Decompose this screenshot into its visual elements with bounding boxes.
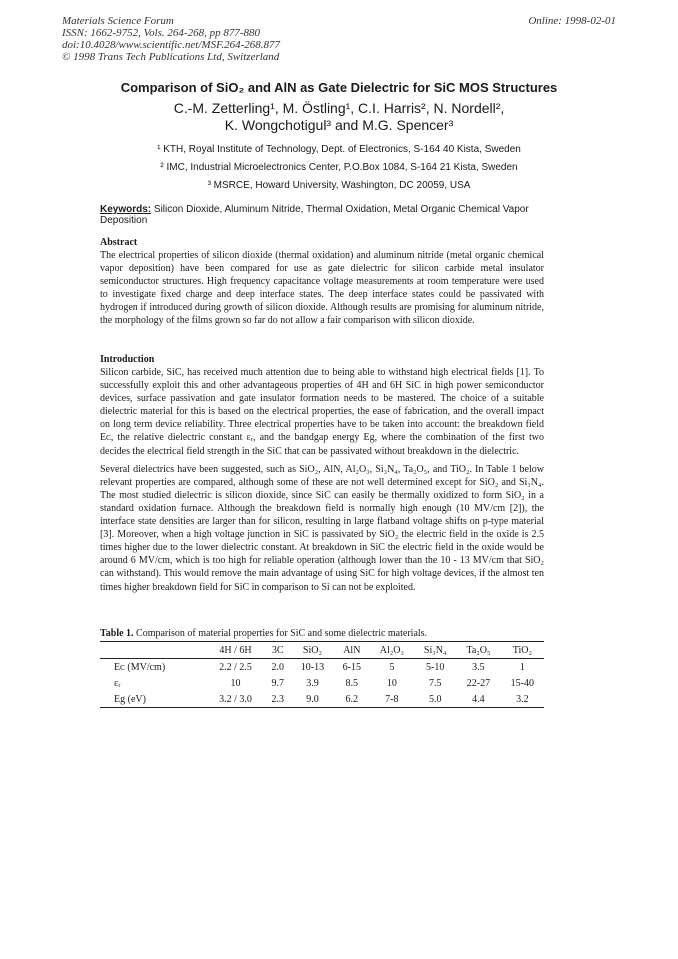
introduction-heading: Introduction (100, 354, 155, 365)
abstract-heading: Abstract (100, 237, 138, 248)
table-header-cell: TiO₂ (512, 644, 532, 656)
table-cell: 1 (519, 661, 525, 673)
material-properties-table (100, 641, 544, 708)
keywords-text: Silicon Dioxide, Aluminum Nitride, Thermal Oxidation, Metal Organic Chemical Vapor Deposition (100, 204, 529, 226)
table-caption-label: Table 1. (100, 628, 134, 639)
introduction-paragraph-2: Several dielectrics have been suggested, such as SiO₂, AlN, Al₂O₃, Si₃N₄, Ta₂O₅, and TiO₂. In Table 1 below relevant properties are compared, although some of these are not well determined except for SiO₂ and Si₃N₄. The most studied dielectric is silicon dioxide, since SiC can easily be thermally oxidized to form SiO₂ in a standard oxidation furnace. Although the breakdown field is normally high enough (10 MV/cm [2]), the interface state densities are larger than for silicon, resulting in large flatband voltage shifts on p-type material [3]. Moreover, when a high voltage junction in SiC is passivated by SiO₂ the electric field in the oxide is 2.5 times higher due to the lower dielectric constant. At breakdown in SiC the electric field in the oxide would be around 6 MV/cm, which is too high for reliable operation (although lower than the 10 - 13 MV/cm that SiO₂ can withstand). This would remove the main advantage of using SiC for high voltage devices, if the almost ten times higher breakdown field for SiC in comparison to Si can not be exploited. (100, 463, 544, 593)
journal-name: Materials Science Forum (62, 15, 174, 27)
table-cell: 2.2 / 2.5 (219, 661, 252, 673)
table-cell: 6-15 (342, 661, 361, 673)
table-header-cell: Al₂O₃ (379, 644, 404, 656)
table-caption (100, 628, 427, 639)
online-date: Online: 1998-02-01 (528, 15, 616, 27)
table-cell: 2.3 (271, 693, 284, 705)
table-header-cell: Si₃N₄ (423, 644, 447, 656)
paper-title: Comparison of SiO₂ and AlN as Gate Dielectric for SiC MOS Structures (120, 80, 558, 95)
table-row (100, 659, 544, 676)
table-cell: 9.0 (306, 693, 319, 705)
table-header-cell: 3C (271, 644, 284, 656)
table-header-cell: AlN (343, 644, 361, 656)
authors-line-1: C.-M. Zetterling¹, M. Östling¹, C.I. Harris², N. Nordell², (173, 100, 505, 116)
table-header-cell: SiO₂ (302, 644, 322, 656)
table-row-label: Eᴄ (MV/cm) (114, 661, 166, 673)
affiliation-2: ² IMC, Industrial Microelectronics Center, P.O.Box 1084, S-164 21 Kista, Sweden (160, 162, 518, 173)
table-header-cell: Ta₂O₅ (466, 644, 491, 656)
abstract-text: The electrical properties of silicon dioxide (thermal oxidation) and aluminum nitride (metal organic chemical vapor deposition) have been compared for use as gate dielectric for silicon carbide metal insulator semiconductor structures. High frequency capacitance voltage measurements at room temperature were used to investigate fixed charge and deep interface states. The deep interface states could be passivated with hydrogen if introduced during growth of silicon dioxide. Although results are promising for aluminum nitride, the morphology of the films grown so far do not allow a fair comparison with silicon dioxide. (100, 250, 544, 327)
table-cell: 22-27 (466, 677, 491, 689)
keywords-label: Keywords: (100, 204, 152, 215)
table-header-cell (100, 642, 206, 659)
affiliation-1: ¹ KTH, Royal Institute of Technology, Dept. of Electronics, S-164 40 Kista, Sweden (157, 144, 521, 155)
table-cell: 3.5 (472, 661, 485, 673)
keywords (100, 204, 570, 226)
table-header-cell: 4H / 6H (219, 644, 252, 656)
table-caption-text: Comparison of material properties for SiC and some dielectric materials. (133, 628, 428, 639)
author-list (0, 100, 678, 134)
table-row-label: Eg (eV) (114, 693, 146, 705)
copyright-line: © 1998 Trans Tech Publications Ltd, Switzerland (62, 51, 280, 63)
table-cell: 7.5 (428, 677, 442, 689)
table-cell: 3.2 / 3.0 (219, 693, 252, 705)
affiliations (0, 141, 678, 195)
table-cell: 8.5 (345, 677, 359, 689)
table-cell: 3.2 (516, 693, 529, 705)
table-cell: 10-13 (300, 661, 325, 673)
table-cell: 15-40 (510, 677, 534, 689)
table-cell: 4.4 (472, 693, 485, 705)
table-cell: 9.7 (271, 677, 284, 689)
journal-metadata (62, 15, 280, 63)
table-header-row (100, 642, 544, 659)
table-row (100, 675, 544, 691)
table-cell: 5 (389, 661, 395, 673)
table-cell: 10 (386, 677, 397, 689)
table-row-label: εᵣ (114, 677, 121, 689)
table-cell: 6.2 (345, 693, 359, 705)
table-cell: 3.9 (306, 677, 319, 689)
authors-line-2: K. Wongchotigul³ and M.G. Spencer³ (224, 117, 454, 133)
table-row (100, 691, 544, 708)
abstract-section (100, 236, 544, 333)
table-cell: 10 (230, 677, 241, 689)
table-cell: 7-8 (385, 693, 399, 705)
issn-line: ISSN: 1662-9752, Vols. 264-268, pp 877-880 (62, 27, 260, 39)
table-cell: 5.0 (428, 693, 442, 705)
introduction-paragraph-1: Silicon carbide, SiC, has received much attention due to being able to withstand high electrical fields [1]. To successfully exploit this and other advantageous properties of 4H and 6H SiC in high power semiconductor devices, surface passivation and gate insulator formation needs to be mastered. The choice of a suitable dielectric material for this is based on the electrical properties, the ease of fabrication, and the overall impact on long term device reliability. Three electrical properties have to be taken into account: the breakdown field Eᴄ, the relative dielectric constant εᵣ, and the bandgap energy Eg, where the combination of the first two decides the electrical field strength in the SiC that can be passivated without breakdown in the dielectric. (100, 367, 544, 457)
affiliation-3: ³ MSRCE, Howard University, Washington, DC 20059, USA (207, 180, 471, 191)
table-cell: 2.0 (271, 661, 284, 673)
table-cell: 5-10 (426, 661, 445, 673)
doi-link[interactable]: doi:10.4028/www.scientific.net/MSF.264-268.877 (62, 39, 281, 51)
introduction-section (100, 353, 544, 599)
